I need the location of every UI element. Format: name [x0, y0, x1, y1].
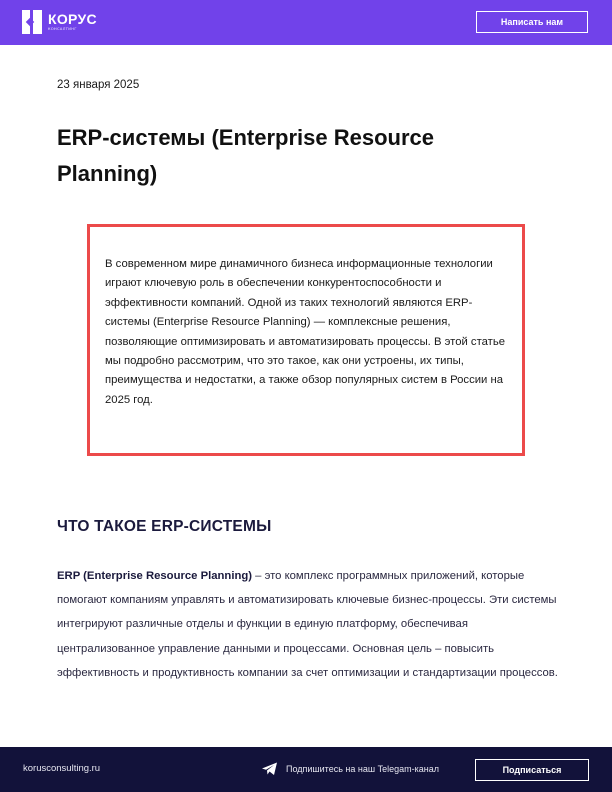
write-to-us-button[interactable]: Написать нам — [476, 11, 588, 33]
article-date: 23 января 2025 — [57, 79, 140, 91]
logo-subtitle: КОНСАЛТИНГ — [48, 27, 77, 32]
telegram-cta-text[interactable]: Подпишитесь на наш Telegam-канал — [286, 764, 439, 774]
telegram-plane-icon — [262, 762, 278, 776]
top-header — [0, 0, 612, 45]
subscribe-button[interactable]: Подписаться — [475, 759, 589, 781]
korus-logo-icon — [22, 10, 42, 34]
logo-name: КОРУС — [48, 11, 97, 28]
intro-paragraph: В современном мире динамичного бизнеса информационные технологии играют ключевую роль в обеспечении конкурентоспособности и эффективности компаний. Одной из таких технологий являются ERP-системы (Enterprise Resource Planning) — комплексные решения, позволяющие оптимизировать и автоматизировать процессы. В этой статье мы подробно рассмотрим, что это такое, как они устроены, их типы, преимущества и недостатки, а также обзор популярных систем в России на 2025 год. — [105, 258, 506, 406]
site-link[interactable]: korusconsulting.ru — [23, 763, 101, 774]
erp-term: ERP (Enterprise Resource Planning) — [57, 570, 253, 582]
section-body-text: – это комплекс программных приложений, которые помогают компаниям управлять и автоматизировать ключевые бизнес-процессы. Эти системы интегрируют различные отделы и функции в единую платформу, обеспечивая централизованное управление данными и процессами. Основная цель – повысить эффективность и продуктивность компании за счет оптимизации и стандартизации процессов. — [57, 570, 558, 679]
section-paragraph — [57, 564, 567, 685]
section-heading: ЧТО ТАКОЕ ERP-СИСТЕМЫ — [57, 518, 272, 535]
korus-logo[interactable] — [22, 10, 97, 34]
page-title: ERP-системы (Enterprise Resource Planning) — [57, 125, 434, 186]
footer-bar — [0, 747, 612, 792]
